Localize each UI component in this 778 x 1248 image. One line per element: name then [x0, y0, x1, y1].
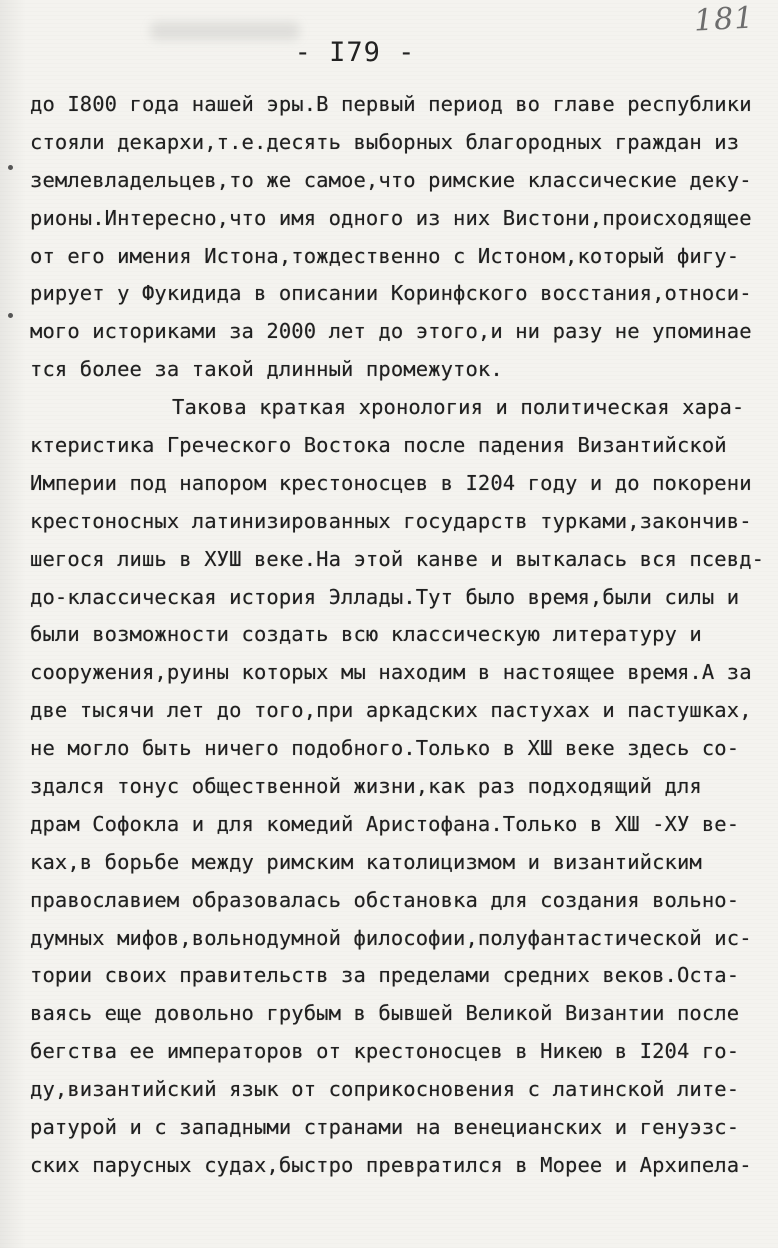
text-line: землевладельцев,то же самое,что римские классические деку- — [30, 167, 752, 192]
text-line: стояли декархи,т.е.десять выборных благородных граждан из — [30, 129, 740, 154]
text-line: две тысячи лет до того,при аркадских пастухах и пастушках, — [30, 698, 752, 723]
text-line: тории своих правительств за пределами средних веков.Оста- — [30, 963, 740, 988]
text-line: были возможности создать всю классическую литературу и — [30, 622, 702, 647]
text-line: сооружения,руины которых мы находим в настоящее время.А за — [30, 660, 752, 685]
text-line: тся более за такой длинный промежуток. — [30, 357, 503, 382]
typewritten-body — [30, 86, 778, 1185]
margin-dot — [8, 165, 13, 170]
text-line: от его имения Истона,тождественно с Истоном,который фигу- — [30, 243, 740, 268]
text-line: крестоносных латинизированных государств турками,закончив- — [30, 508, 752, 533]
text-line: до-классическая история Эллады.Тут было время,были силы и — [30, 584, 740, 609]
text-line: здался тонус общественной жизни,как раз подходящий для — [30, 774, 702, 799]
text-line: мого историками за 2000 лет до этого,и ни разу не упоминае — [30, 319, 752, 344]
text-line: ваясь еще довольно грубым в бывшей Великой Византии после — [30, 1001, 740, 1026]
text-line: рионы.Интересно,что имя одного из них Вистони,происходящее — [30, 205, 752, 230]
paragraph-start-line: Такова краткая хронология и политическая хара- — [172, 395, 745, 420]
text-line: драм Софокла и для комедий Аристофана.Только в ХШ -ХУ ве- — [30, 811, 740, 836]
archive-page-number: 181 — [693, 0, 756, 39]
text-line: Империи под напором крестоносцев в I204 году и до покорени — [30, 470, 752, 495]
text-line: православием образовалась обстановка для создания вольно- — [30, 887, 740, 912]
text-line: ратурой и с западными странами на венецианских и генуэзс- — [30, 1115, 740, 1140]
text-line: не могло быть ничего подобного.Только в ХШ веке здесь со- — [30, 736, 740, 761]
margin-dot — [8, 313, 13, 318]
text-line: ках,в борьбе между римским католицизмом и византийским — [30, 849, 702, 874]
page-number: - I79 - — [294, 37, 416, 68]
text-line: ских парусных судах,быстро превратился в Морее и Архипела- — [30, 1152, 752, 1177]
text-line: до I800 года нашей эры.В первый период во главе республики — [30, 92, 752, 116]
text-line: думных мифов,вольнодумной философии,полуфантастической ис- — [30, 925, 752, 950]
text-line: шегося лишь в ХУШ веке.На этой канве и выткалась вся псевд- — [30, 546, 765, 571]
text-line: рирует у Фукидида в описании Коринфского восстания,относи- — [30, 281, 752, 306]
text-line: ду,византийский язык от соприкосновения с латинской лите- — [30, 1077, 740, 1102]
text-line: ктеристика Греческого Востока после падения Византийской — [30, 433, 727, 458]
text-line: бегства ее императоров от крестоносцев в Никею в I204 го- — [30, 1039, 740, 1064]
